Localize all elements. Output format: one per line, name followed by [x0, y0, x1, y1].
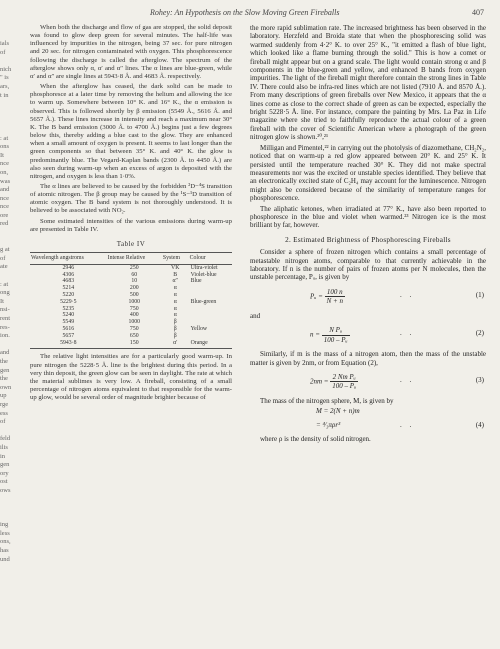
equation-lhs: 2nm =: [310, 377, 329, 386]
paragraph: When both the discharge and flow of gas are stopped, the solid deposit was found to glow deep green for several minutes. The half-life was influenced by impurities in the nitrogen, being 37 sec. for pure nitrogen and 20 sec. for nitrogen contaminated with oxygen. This phosphorescence following the discharge is called the afterglow. The spectrum of the afterglow shows only α, α′ and α″ lines. The α lines are blue-green, while α′ and α″ are single lines at 5943·8 Å. and 4683 Å. respectively.: [30, 24, 232, 80]
paragraph: When the afterglow has ceased, the dark solid can be made to phosphoresce at a later time by removing the helium and allowing the ice to warm up. Somewhere between 10° K. and 16° K., the α emission is observed. This is followed shortly by β emission (5549 Å., 5616 Å. and 5657 Å.). These lines increase in intensity and reach a maximum near 30° K. The B band emission (3000 Å. to 4700 Å.) begins just a few degrees below this, thereby adding a blue cast to the glow. They are enhanced when a small amount of oxygen is present. It seems to last longer than the green components so that between 35° K. and 40° K. the glow is predominantly blue. The Vegard-Kaplan bands (2300 Å. to 4450 Å.) are also seen during warm-up when an excess of argon is deposited with the nitrogen, and oxygen is less than 1·0%.: [30, 83, 232, 180]
table-cell: [189, 333, 232, 340]
margin-fragment: [0, 117, 26, 126]
table-row: [30, 306, 232, 313]
margin-fragment: : at: [0, 280, 9, 288]
margin-fragment: [0, 341, 26, 350]
equation-leader: . .: [400, 421, 415, 430]
table-cell: 2946: [62, 264, 75, 271]
table-cell: [189, 285, 232, 292]
margin-fragment: [0, 229, 26, 238]
margin-fragment: [0, 504, 26, 513]
margin-fragment: has: [0, 547, 9, 555]
table-cell: α: [173, 285, 177, 292]
paragraph: Milligan and Pimentel,²² in carrying out the photolysis of diazomethane, CH₂N₂, noticed that on warm-up a red glow appeared between 20° K. and 25° K. It persisted until the temperature reached 30° K. They did not make spectral measurements nor was the excited or unstable species identified. They believe that an electronically excited state of C₂H₄ may account for the luminescence. Nitrogen might also be considered because of the similarity of temperature ranges for phosphorescence.: [250, 143, 486, 203]
margin-fragment: ess: [0, 409, 8, 417]
table-cell: 5220: [62, 292, 75, 299]
margin-fragment: gen: [0, 461, 10, 469]
table-cell: α: [173, 292, 177, 299]
table-cell: α′: [162, 340, 189, 349]
table-row: [30, 326, 232, 333]
table-header: Wavelength angstroms: [30, 253, 107, 265]
table-cell: 5229·5: [60, 298, 77, 305]
equation-number: (4): [475, 421, 484, 430]
equation-leader: . .: [400, 329, 415, 338]
margin-fragment: ials: [0, 40, 10, 47]
equation-number: (3): [475, 376, 484, 384]
margin-fragment: [0, 57, 26, 66]
table-row: [30, 285, 232, 292]
equation-denominator: N + n: [326, 297, 343, 306]
margin-fragment: ion.: [0, 332, 10, 340]
running-head-title: Rohey: An Hypothesis on the Slow Moving Green Fireballs: [150, 8, 340, 17]
table-cell: 500: [129, 292, 139, 299]
table-cell: α: [173, 312, 177, 319]
table-row: [30, 272, 232, 279]
table-cell: 750: [129, 326, 139, 333]
table-cell: 4683: [62, 278, 75, 285]
table-cell: β: [173, 319, 177, 326]
margin-fragment: red: [0, 220, 9, 228]
margin-fragment: and: [0, 186, 10, 194]
table-cell: 5657: [62, 332, 75, 339]
margin-fragment: res-: [0, 323, 10, 331]
table-cell: 5240: [62, 312, 75, 319]
equation-lhs: Pᵤ =: [310, 292, 323, 301]
table-cell: 5214: [62, 285, 75, 292]
margin-fragment: the: [0, 375, 8, 383]
margin-fragment: ars,: [0, 82, 10, 90]
margin-fragment: ons,: [0, 538, 11, 546]
table-cell: Ultra-violet: [190, 264, 218, 271]
table-cell: [189, 306, 232, 313]
margin-fragment: [0, 427, 26, 436]
equation-1: [250, 284, 486, 308]
equation-2: [250, 322, 486, 346]
margin-fragment: [0, 495, 26, 504]
table-cell: Violet-blue: [190, 271, 217, 278]
equation-numerator: 100 n: [325, 288, 345, 297]
running-head: [150, 8, 484, 20]
margin-fragment: gen: [0, 366, 10, 374]
margin-fragment: less: [0, 529, 10, 537]
equation-denominator: 100 – Pᵤ: [332, 382, 357, 391]
table-cell: Blue: [190, 278, 202, 285]
table-cell: 10: [131, 278, 138, 285]
paragraph: Some estimated intensities of the various emissions during warm-up are presented in Table IV.: [30, 217, 232, 233]
table-cell: 5549: [62, 319, 75, 326]
equation-number: (2): [475, 329, 484, 338]
margin-fragment: ory: [0, 469, 9, 477]
margin-fragment: nce: [0, 194, 10, 202]
margin-fragment: ing: [0, 521, 9, 529]
margin-fragment: ilis: [0, 443, 8, 451]
table-cell: 1000: [128, 319, 141, 326]
margin-fragment: It: [0, 151, 4, 159]
paragraph: The α lines are believed to be caused by the forbidden ²D−⁴S transition of atomic nitrogen. The β group may be caused by the ¹S−¹D transition of atomic oxygen. The B band system is not thoroughly understood. It is believed to be associated with NO₂.: [30, 182, 232, 215]
paragraph: the more rapid sublimation rate. The increased brightness has been observed in the laboratory. Herzfeld and Broida state that when the phosphorescing solid was warmed suddenly from 4·2° K. to over 25° K., "it emitted a flash of blue light, which looked like a flame burning through the solid." This is how a comet or fireball might appear but on a grand scale. The light would contain strong α and β components in the blue-green and yellow, and enhanced B bands from oxygen impurities. The light of the fireball might therefore contain the strong lines in Table IV. There could also be infra-red lines which are not listed (7910 Å. and 8570 Å.). From many descriptions of green fireballs over New Mexico, it appears that the α lines come as close to the correct shade of green as can be expected, especially the bright 5228·5 Å. line. For instance, compare the painting by Mrs. La Paz in Life magazine where she tried to faithfully reproduce the actual colour of a green fireball with the cover of Scientific American where a photograph of the green nitrogen glow is shown.²⁰,²¹: [250, 24, 486, 142]
table-cell: [189, 319, 232, 326]
table-cell: VK: [171, 264, 180, 271]
table-cell: 60: [131, 271, 138, 278]
equation-numerator: 2 Nm Pᵤ: [330, 373, 358, 382]
paragraph: Similarly, if m is the mass of a nitrogen atom, then the mass of the unstable matter is given by 2nm, or from Equation (2),: [250, 350, 486, 367]
margin-fragment: und: [0, 555, 10, 563]
page-number: 407: [472, 8, 484, 17]
table-cell: β: [173, 326, 177, 333]
margin-fragment: ate: [0, 263, 8, 271]
table-row: [30, 333, 232, 340]
table-cell: 5616: [62, 326, 75, 333]
margin-fragment: nich: [0, 65, 12, 73]
paragraph: The aliphatic ketones, when irradiated at 77° K., have also been reported to phosphoresce in the blue and violet when warmed.²³ Nitrogen ice is the most brilliant by far, however.: [250, 204, 486, 230]
paragraph: Consider a sphere of frozen nitrogen which contains a small percentage of metastable nitrogen atoms, comparable to that currently achievable in the laboratory. If n is the number of pairs of frozen atoms per N molecules, then the unstable percentage, Pᵤ, is given by: [250, 248, 486, 282]
margin-fragment: of: [0, 48, 6, 56]
margin-fragment: It: [0, 297, 4, 305]
table-cell: α″: [172, 278, 178, 285]
table-cell: 400: [129, 312, 139, 319]
table-row: [30, 299, 232, 306]
equation-3: [250, 369, 486, 393]
margin-fragment: the: [0, 357, 8, 365]
table-cell: [189, 312, 232, 319]
table-row: [30, 319, 232, 326]
margin-fragment: " is: [0, 74, 9, 82]
margin-fragment: of: [0, 418, 6, 426]
table-cell: B: [173, 271, 178, 278]
margin-fragment: : at: [0, 134, 9, 142]
paragraph: and: [250, 311, 261, 320]
table-cell: Yellow: [190, 326, 208, 333]
margin-fragment: up: [0, 392, 7, 400]
equation-4b: [250, 421, 486, 433]
table-cell: [189, 292, 232, 299]
table-cell: 750: [129, 305, 139, 312]
margin-fragment: feld: [0, 435, 11, 443]
margin-fragment: on,: [0, 168, 9, 176]
margin-fragment: [0, 100, 26, 109]
table-cell: α: [173, 298, 177, 305]
adjacent-page-margin: [0, 40, 26, 580]
margin-fragment: nsi-: [0, 306, 10, 314]
margin-fragment: [0, 109, 26, 118]
margin-fragment: ost: [0, 478, 8, 486]
equation-4a: [250, 407, 486, 419]
margin-fragment: and: [0, 349, 10, 357]
table-cell: α: [173, 305, 177, 312]
table-cell: 5943·8: [30, 340, 107, 349]
equation-numerator: N Pᵤ: [322, 326, 350, 335]
table-cell: 4306: [62, 271, 75, 278]
table-row: [30, 292, 232, 299]
equation-number: (1): [475, 290, 484, 299]
margin-fragment: rge: [0, 400, 9, 408]
margin-fragment: [0, 513, 26, 522]
margin-fragment: [0, 126, 26, 135]
table-cell: β: [173, 332, 177, 339]
margin-fragment: ows: [0, 486, 11, 494]
margin-fragment: was: [0, 177, 11, 185]
table-cell: Orange: [189, 340, 232, 349]
table-cell: 1000: [128, 298, 141, 305]
table-row: [30, 264, 232, 271]
equation-lhs: n =: [310, 330, 320, 339]
paragraph: The mass of the nitrogen sphere, M, is given by: [260, 397, 394, 405]
table-cell: Blue-green: [190, 298, 217, 305]
margin-fragment: ore: [0, 211, 9, 219]
margin-fragment: ong: [0, 289, 10, 297]
table-cell: 150: [107, 340, 162, 349]
table-cell: 5235: [62, 305, 75, 312]
equation-expression: = ⁴⁄₃πρr³: [316, 421, 341, 430]
equation-denominator: 100 – Pᵤ: [323, 335, 348, 344]
equation-expression: M = 2(N + n)m: [316, 407, 360, 416]
table-row: [30, 278, 232, 285]
margin-fragment: ons: [0, 143, 10, 151]
left-column: [30, 24, 232, 404]
table-header: Intense Relative: [107, 253, 162, 265]
margin-fragment: nce: [0, 160, 10, 168]
equation-leader: . .: [400, 376, 415, 384]
margin-fragment: own: [0, 383, 12, 391]
margin-fragment: in: [0, 452, 6, 460]
table-row: [30, 340, 232, 349]
margin-fragment: t in: [0, 91, 9, 99]
table-header-row: [30, 253, 232, 265]
table-header: System: [162, 253, 189, 265]
margin-fragment: g at: [0, 246, 10, 254]
table-cell: 650: [129, 332, 139, 339]
margin-fragment: [0, 238, 26, 247]
emission-table: [30, 252, 232, 349]
margin-fragment: nce: [0, 203, 10, 211]
table-header: Colour: [189, 253, 232, 265]
margin-fragment: of: [0, 254, 6, 262]
section-heading: 2. Estimated Brightness of Phosphorescing Fireballs: [285, 235, 451, 244]
margin-fragment: rent: [0, 315, 11, 322]
paragraph: The relative light intensities are for a particularly good warm-up. In pure nitrogen the 5228·5 Å. line is the brightest during this period. In a very thin deposit, the green glow can be seen in daylight. The rate at which the material sublimes is very low. A fireball, consisting of a small percentage of nitrogen atoms equivalent to that responsible for the warm-up glow, would be several order of magnitude brighter because of: [30, 353, 232, 402]
paragraph: where ρ is the density of solid nitrogen.: [260, 435, 371, 444]
right-column: [250, 24, 486, 446]
equation-leader: . .: [400, 290, 415, 299]
table-cell: 250: [129, 264, 139, 271]
table-caption: Table IV: [116, 239, 146, 248]
table-cell: 200: [129, 285, 139, 292]
table-row: [30, 312, 232, 319]
margin-fragment: [0, 272, 26, 281]
